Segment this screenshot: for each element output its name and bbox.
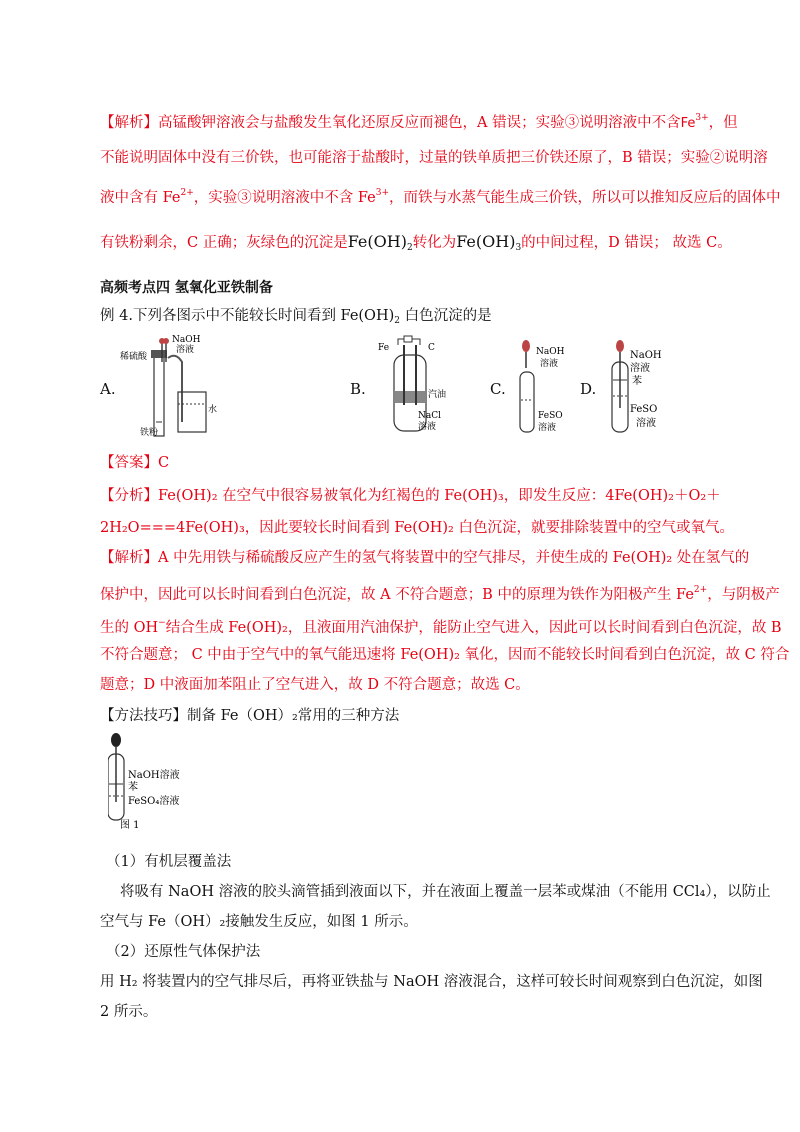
svg-text:FeSO: FeSO [538,411,563,421]
analysis-tag: 【解析】 [100,115,158,131]
svg-text:NaCl: NaCl [418,411,442,421]
svg-text:图 1: 图 1 [120,820,140,831]
svg-text:Fe: Fe [378,343,390,353]
analysis2-line2: 保护中，因此可以长时间看到白色沉淀，故 A 不符合题意；B 中的原理为铁作为阳极产生 $Fe^{2+}$，与阴极产 [100,585,780,603]
figure-c-label: C. [490,380,506,398]
analysis1-line1: 【解析】高锰酸钾溶液会与盐酸发生氧化还原反应而褪色，A 错误；实验③说明溶液中不含$Fe^{3+}$，但 [100,113,738,131]
answer-tag: 【答案】 [100,455,158,471]
analysis-tag: 【解析】 [100,550,158,566]
svg-text:NaOH: NaOH [172,335,201,345]
svg-text:溶液: 溶液 [176,345,195,355]
svg-text:铁粉: 铁粉 [140,428,159,438]
method-paragraph-1a: 将吸有 NaOH 溶液的胶头滴管插到液面以下，并在液面上覆盖一层苯或煤油（不能用 CCl₄），以防止 [120,884,771,900]
svg-text:NaOH: NaOH [536,347,565,357]
figure-d-diagram [606,336,676,436]
answer-line: 【答案】C [100,455,170,471]
method-figure-1 [108,732,218,832]
fenxi-line1: 【分析】Fe(OH)₂ 在空气中很容易被氧化为红褐色的 Fe(OH)₃，即发生反应：4Fe(OH)₂＋O₂＋ [100,488,721,504]
svg-text:NaOH: NaOH [630,350,662,361]
figure-a-label: A. [100,380,116,398]
svg-text:溶液: 溶液 [636,418,656,429]
method-paragraph-1b: 空气与 Fe（OH）₂接触发生反应，如图 1 所示。 [100,914,418,930]
analysis1-line2: 不能说明固体中没有三价铁，也可能溶于盐酸时，过量的铁单质把三价铁还原了，B 错误；实验②说明溶 [100,150,768,166]
svg-text:FeSO: FeSO [630,404,658,415]
section-heading: 高频考点四 氢氧化亚铁制备 [100,280,273,296]
method-paragraph-2b: 2 所示。 [100,1004,158,1020]
svg-text:C: C [428,343,435,353]
figure-c-diagram [510,336,580,436]
fenxi-tag: 【分析】 [100,488,158,504]
svg-text:溶液: 溶液 [540,359,559,369]
svg-text:NaOH溶液: NaOH溶液 [128,770,180,781]
method-subheading-2: （2）还原性气体保护法 [106,944,261,960]
method-subheading-1: （1）有机层覆盖法 [106,854,232,870]
svg-text:溶液: 溶液 [630,363,650,374]
figure-a-diagram [120,332,230,440]
method-paragraph-2a: 用 H₂ 将装置内的空气排尽后，再将亚铁盐与 NaOH 溶液混合，这样可较长时间观察到白色沉淀，如图 [100,974,763,990]
figure-d-label: D. [580,380,597,398]
svg-text:稀硫酸: 稀硫酸 [120,352,148,362]
analysis2-line4: 不符合题意； C 中由于空气中的氧气能迅速将 Fe(OH)₂ 氧化，因而不能较长时间看到白色沉淀，故 C 符合 [100,647,790,663]
method-title: 【方法技巧】制备 Fe（OH）₂常用的三种方法 [100,708,400,724]
analysis2-line5: 题意；D 中液面加苯阻止了空气进入，故 D 不符合题意；故选 C。 [100,677,530,693]
svg-text:溶液: 溶液 [418,422,437,432]
svg-text:水: 水 [208,405,218,415]
figure-b-label: B. [350,380,366,398]
svg-text:苯: 苯 [632,376,642,387]
analysis1-line3: 液中含有 $Fe^{2+}$，实验③说明溶液中不含 $Fe^{3+}$，而铁与水蒸气能生成三价铁，所以可以推知反应后的固体中 [100,188,781,206]
fenxi-line2: 2H₂O===4Fe(OH)₃，因此要较长时间看到 Fe(OH)₂ 白色沉淀，就要排除装置中的空气或氧气。 [100,520,734,536]
analysis1-line4: 有铁粉剩余，C 正确；灰绿色的沉淀是$Fe(OH)_2$转化为$Fe(OH)_3$的中间过程，D 错误； 故选 C。 [100,232,732,253]
example-question: 例 4.下列各图示中不能较长时间看到 $Fe(OH)_2$ 白色沉淀的是 [100,308,492,326]
analysis2-line3: 生的 OH−结合生成 Fe(OH)₂，且液面用汽油保护，能防止空气进入，因此可以长时间看到白色沉淀，故 B [100,618,782,636]
analysis2-line1: 【解析】A 中先用铁与稀硫酸反应产生的氢气将装置中的空气排尽，并使生成的 Fe(OH)₂ 处在氢气的 [100,550,750,566]
svg-text:苯: 苯 [128,782,138,793]
svg-text:汽油: 汽油 [428,390,447,400]
svg-text:溶液: 溶液 [538,423,557,433]
svg-text:FeSO₄溶液: FeSO₄溶液 [128,796,180,807]
figure-b-diagram [370,335,450,435]
